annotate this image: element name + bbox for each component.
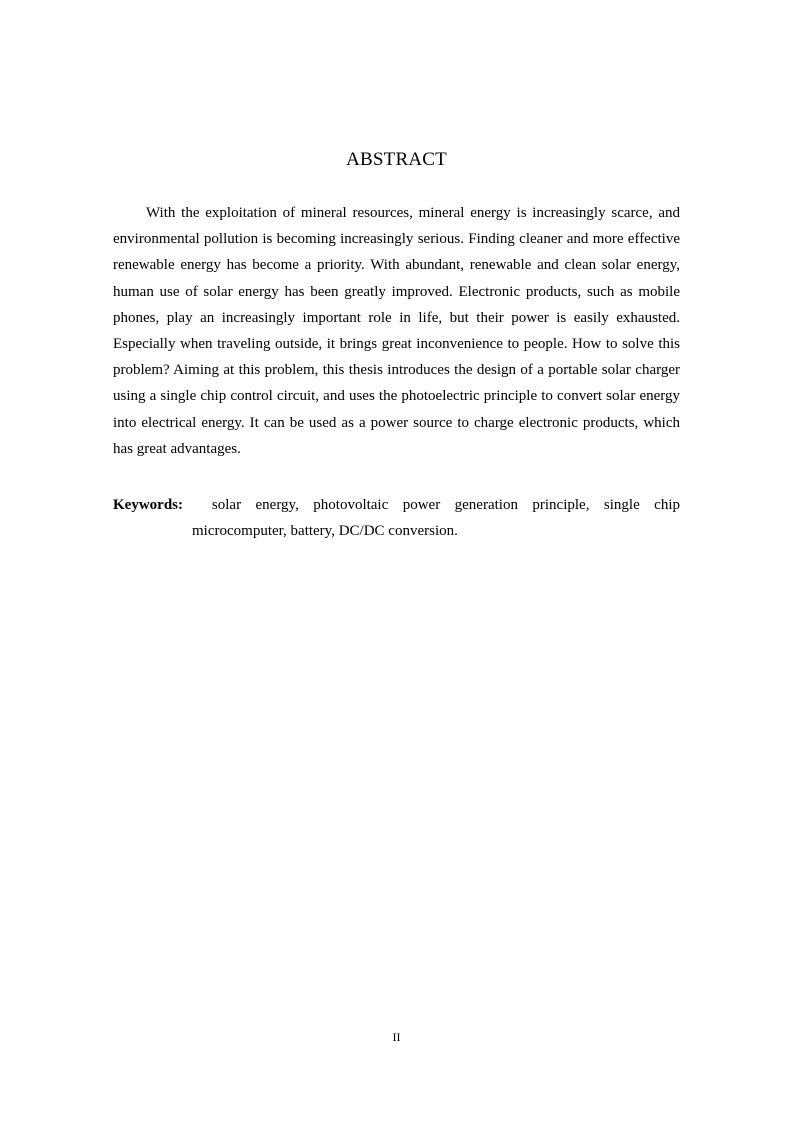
keywords-label: Keywords: (113, 497, 183, 513)
abstract-paragraph: With the exploitation of mineral resources, mineral energy is increasingly scarce, and environmental pollution is becoming increasingly serious. Finding cleaner and more effective renewable energy has become a priority. With abundant, renewable and clean solar energy, human use of solar energy has been greatly improved. Electronic products, such as mobile phones, play an increasingly important role in life, but their power is easily exhausted. Especially when traveling outside, it brings great inconvenience to people. How to solve this problem? Aiming at this problem, this thesis introduces the design of a portable solar charger using a single chip control circuit, and uses the photoelectric principle to convert solar energy into electrical energy. It can be used as a power source to charge electronic products, which has great advantages. (113, 205, 680, 457)
keywords-text: solar energy, photovoltaic power generation principle, single chip microcomputer, battery, DC/DC conversion. (192, 497, 681, 540)
keywords-block (113, 492, 680, 544)
page-number: II (392, 1030, 401, 1044)
abstract-title: ABSTRACT (346, 149, 447, 170)
keywords-spacer (183, 497, 212, 513)
